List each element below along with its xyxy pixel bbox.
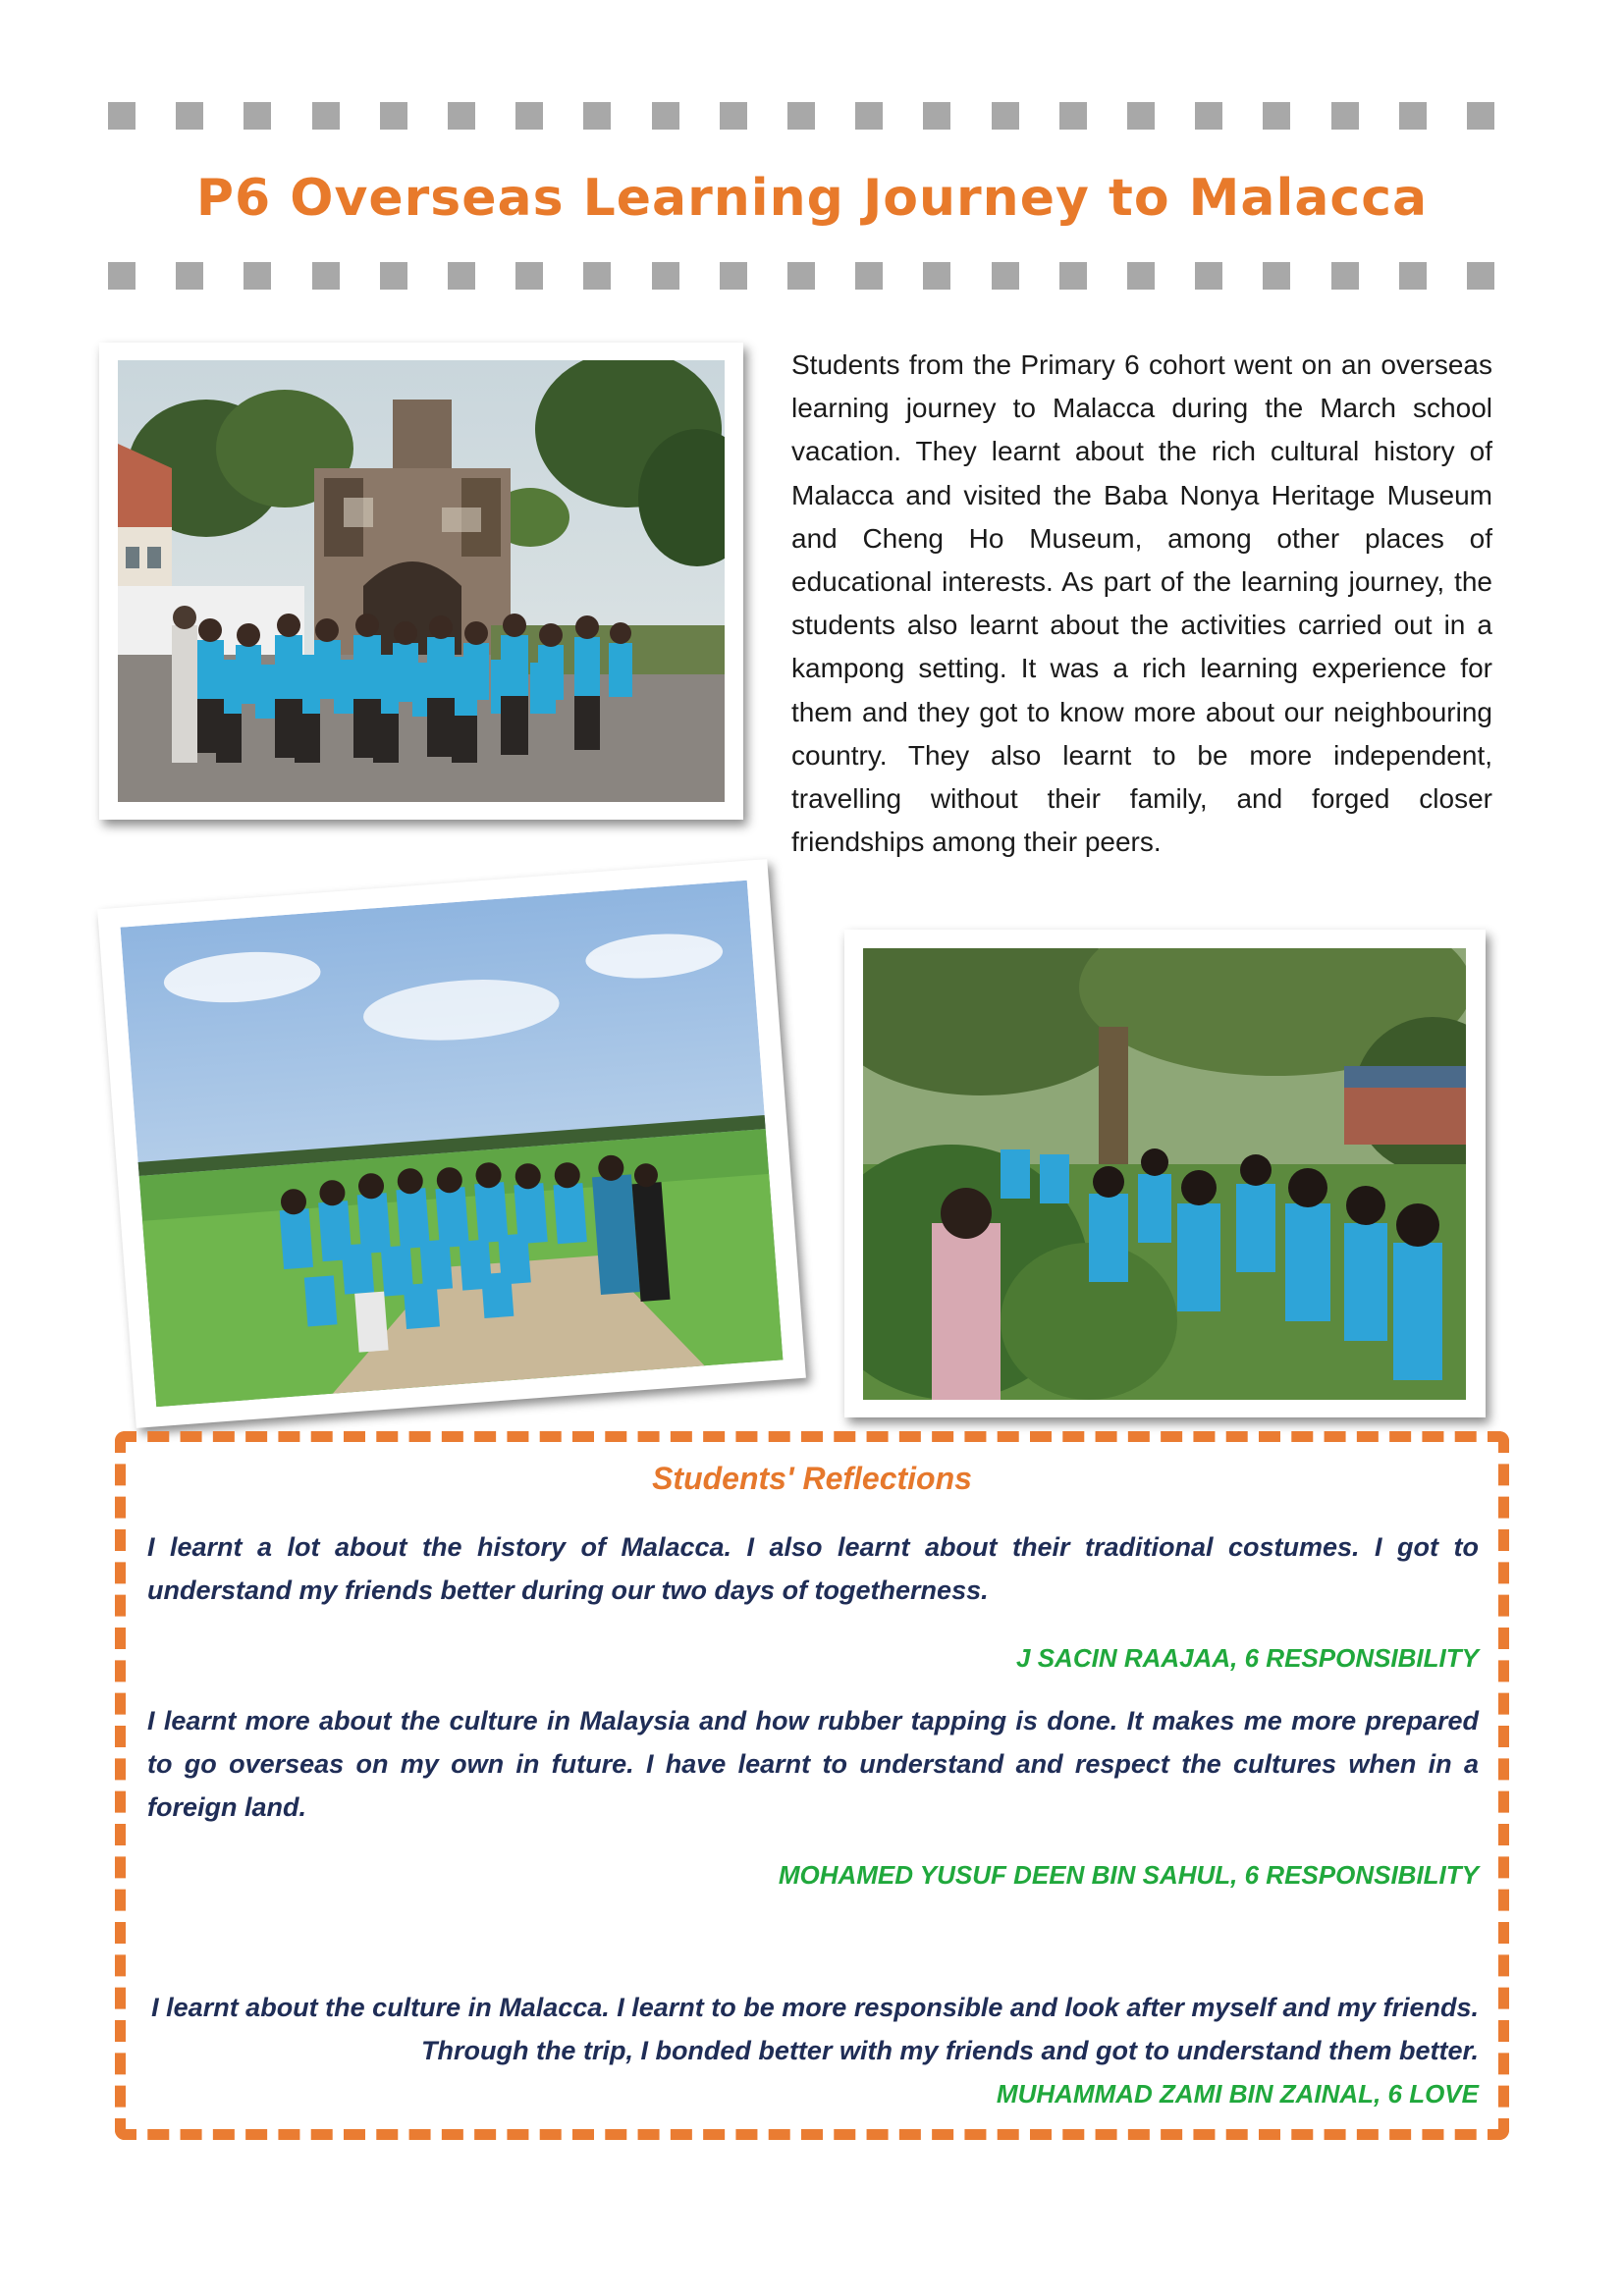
divider-square bbox=[108, 262, 135, 290]
divider-square bbox=[1263, 262, 1290, 290]
divider-square bbox=[923, 102, 950, 130]
divider-square bbox=[583, 102, 611, 130]
divider-square bbox=[448, 102, 475, 130]
reflection-quote-1: I learnt a lot about the history of Malacca. I also learnt about their traditional costumes. I got to understand my friends better during our two days of togetherness. bbox=[147, 1532, 1479, 1605]
divider-square bbox=[1331, 262, 1359, 290]
divider-square bbox=[1467, 262, 1494, 290]
divider-square bbox=[108, 102, 135, 130]
divider-square bbox=[244, 262, 271, 290]
photo-kampong-visit bbox=[844, 930, 1486, 1417]
divider-square bbox=[380, 102, 407, 130]
divider-square bbox=[1399, 102, 1427, 130]
divider-square bbox=[1195, 102, 1222, 130]
top-divider bbox=[0, 102, 1624, 132]
divider-square bbox=[652, 262, 679, 290]
reflection-author-1: J SACIN RAAJAA, 6 RESPONSIBILITY bbox=[1016, 1643, 1479, 1673]
divider-square bbox=[244, 102, 271, 130]
reflection-quote-2: I learnt more about the culture in Malaysia and how rubber tapping is done. It makes me more prepared to go overseas on my own in future. I have learnt to understand and respect the cultures when in a foreign land. bbox=[147, 1706, 1479, 1822]
divider-square bbox=[312, 102, 340, 130]
divider-square bbox=[1127, 262, 1155, 290]
divider-square bbox=[1195, 262, 1222, 290]
divider-square bbox=[720, 262, 747, 290]
page-title: P6 Overseas Learning Journey to Malacca bbox=[195, 169, 1429, 228]
title-divider bbox=[0, 262, 1624, 292]
divider-square bbox=[720, 102, 747, 130]
photo-ruins-group bbox=[99, 343, 743, 820]
photo-ruins-group-image bbox=[118, 360, 725, 802]
divider-square bbox=[1331, 102, 1359, 130]
divider-square bbox=[923, 262, 950, 290]
divider-square bbox=[176, 262, 203, 290]
divider-square bbox=[992, 102, 1019, 130]
divider-square bbox=[380, 262, 407, 290]
reflection-quote-3: I learnt about the culture in Malacca. I learnt to be more responsible and look after myself and my friends. Through the trip, I bonded better with my friends and got to understand them better. bbox=[151, 1993, 1479, 2065]
divider-square bbox=[515, 262, 543, 290]
divider-square bbox=[855, 262, 883, 290]
divider-square bbox=[992, 262, 1019, 290]
photo-kampong-visit-image bbox=[863, 948, 1466, 1400]
divider-square bbox=[448, 262, 475, 290]
divider-square bbox=[787, 102, 815, 130]
divider-square bbox=[1467, 102, 1494, 130]
reflections-title: Students' Reflections bbox=[652, 1461, 972, 1496]
reflection-author-2: MOHAMED YUSUF DEEN BIN SAHUL, 6 RESPONSIBILITY bbox=[778, 1860, 1479, 1890]
divider-square bbox=[855, 102, 883, 130]
divider-square bbox=[1263, 102, 1290, 130]
divider-square bbox=[515, 102, 543, 130]
divider-square bbox=[1127, 102, 1155, 130]
divider-square bbox=[1059, 262, 1087, 290]
divider-square bbox=[312, 262, 340, 290]
divider-square bbox=[787, 262, 815, 290]
reflection-author-3: MUHAMMAD ZAMI BIN ZAINAL, 6 LOVE bbox=[996, 2079, 1479, 2109]
photo-paddy-field-group bbox=[97, 859, 806, 1428]
divider-square bbox=[176, 102, 203, 130]
divider-square bbox=[583, 262, 611, 290]
photo-paddy-field-group-image bbox=[121, 881, 784, 1408]
divider-square bbox=[1059, 102, 1087, 130]
article-body: Students from the Primary 6 cohort went on an overseas learning journey to Malacca during the March school vacation. They learnt about the rich cultural history of Malacca and visited the Baba Nonya Heritage Museum and Cheng Ho Museum, among other places of educational interests. As part of the learning journey, the students also learnt about the activities carried out in a kampong setting. It was a rich learning experience for them and they got to know more about our neighbouring country. They also learnt to be more independent, travelling without their family, and forged closer friendships among their peers. bbox=[791, 349, 1492, 858]
divider-square bbox=[1399, 262, 1427, 290]
divider-square bbox=[652, 102, 679, 130]
